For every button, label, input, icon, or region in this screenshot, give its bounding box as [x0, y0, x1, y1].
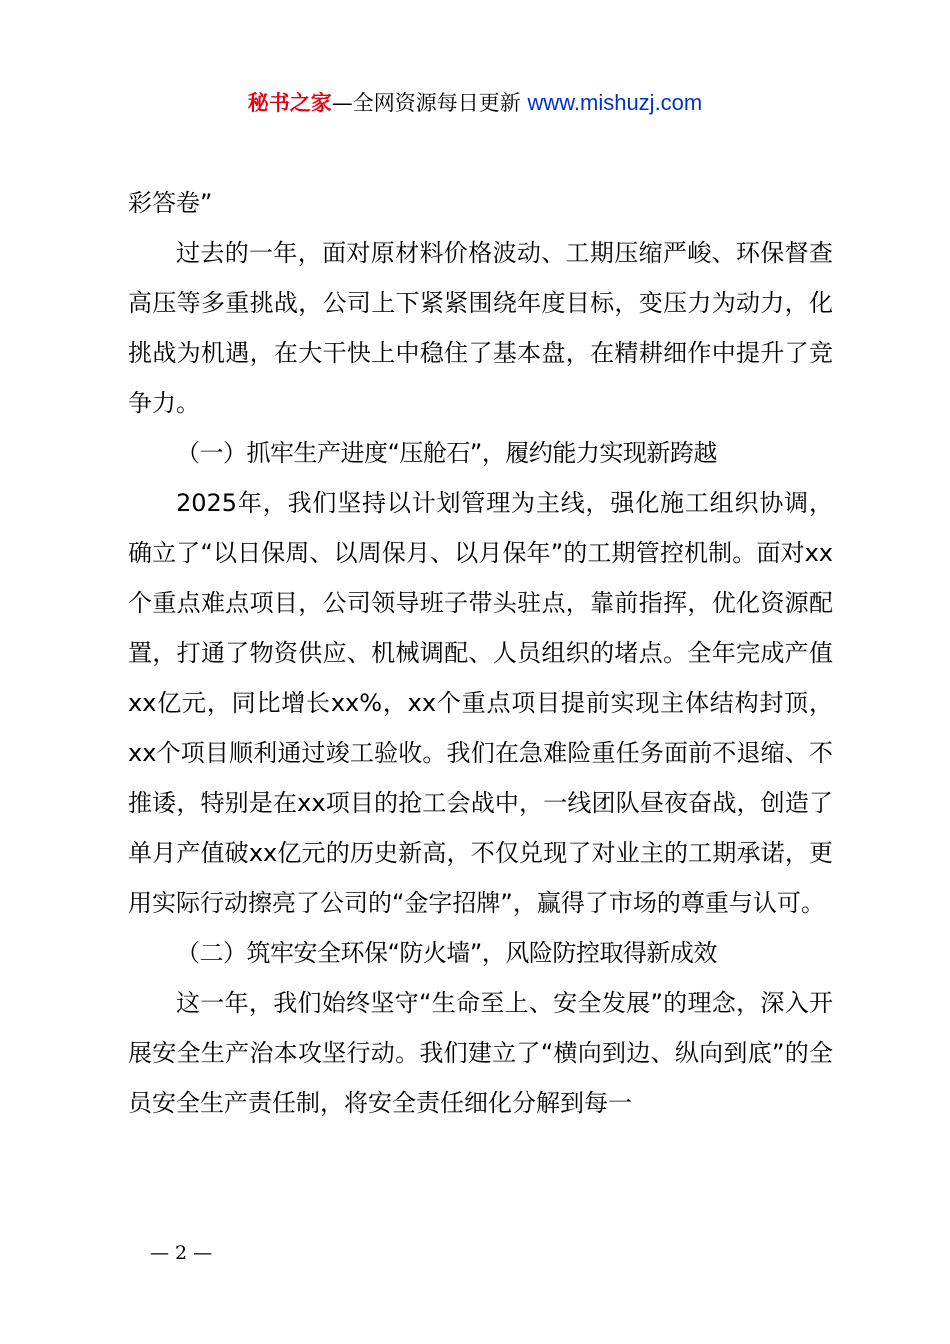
- paragraph-continuation: 彩答卷”: [128, 189, 213, 217]
- site-url-link[interactable]: www.mishuzj.com: [527, 90, 703, 115]
- section-heading-1: （一）抓牢生产进度“压舱石”，履约能力实现新跨越: [176, 439, 717, 467]
- page-header: [0, 88, 950, 118]
- paragraph-production: 2025年，我们坚持以计划管理为主线，强化施工组织协调，确立了“以日保周、以周保月、以月保年”的工期管控机制。面对xx个重点难点项目，公司领导班子带头驻点，靠前指挥，优化资源配置，打通了物资供应、机械调配、人员组织的堵点。全年完成产值xx亿元，同比增长xx%，xx个重点项目提前实现主体结构封顶，xx个项目顺利通过竣工验收。我们在急难险重任务面前不退缩、不推诿，特别是在xx项目的抢工会战中，一线团队昼夜奋战，创造了单月产值破xx亿元的历史新高，不仅兑现了对业主的工期承诺，更用实际行动擦亮了公司的“金字招牌”，赢得了市场的尊重与认可。: [128, 489, 833, 917]
- page-number: — 2 —: [150, 1242, 213, 1264]
- paragraph-safety: 这一年，我们始终坚守“生命至上、安全发展”的理念，深入开展安全生产治本攻坚行动。我们建立了“横向到边、纵向到底”的全员安全生产责任制，将安全责任细化分解到每一: [128, 989, 833, 1117]
- paragraph-intro: 过去的一年，面对原材料价格波动、工期压缩严峻、环保督查高压等多重挑战，公司上下紧紧围绕年度目标，变压力为动力，化挑战为机遇，在大干快上中稳住了基本盘，在精耕细作中提升了竞争力。: [128, 239, 833, 417]
- section-heading-2: （二）筑牢安全环保“防火墙”，风险防控取得新成效: [176, 939, 717, 967]
- brand-name: 秘书之家: [247, 91, 332, 115]
- header-tagline: —全网资源每日更新: [331, 91, 528, 115]
- document-body: [128, 178, 833, 1128]
